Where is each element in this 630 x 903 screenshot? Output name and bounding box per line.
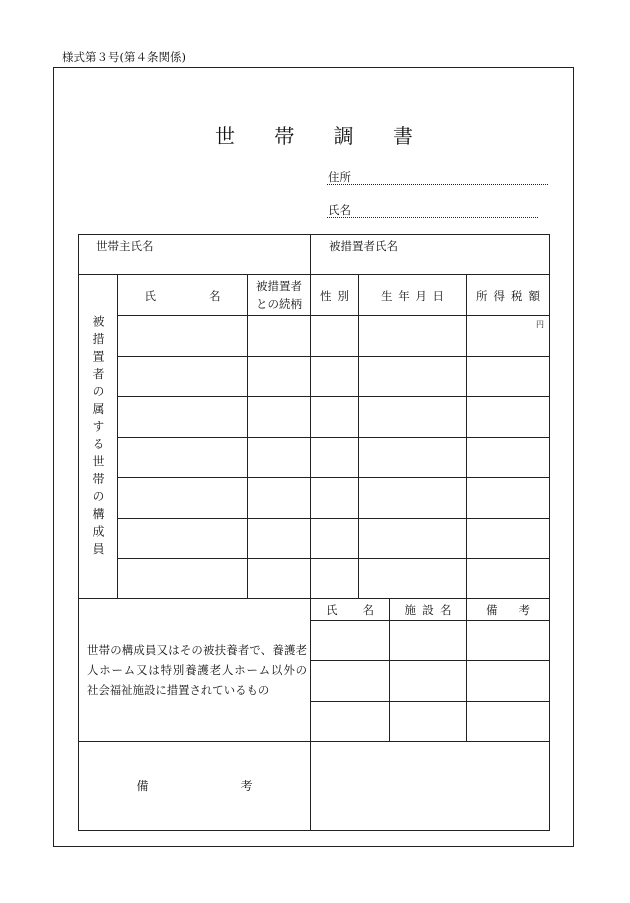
member-birth-date-cell bbox=[359, 438, 467, 478]
member-header-row bbox=[79, 275, 550, 316]
member-birth-date-header bbox=[359, 275, 467, 316]
form-number: 様式第３号(第４条関係) bbox=[62, 50, 186, 64]
member-relationship-cell bbox=[248, 397, 311, 438]
address-label: 住所 bbox=[328, 170, 351, 184]
institution-remarks-header bbox=[467, 599, 550, 621]
institution-header-row bbox=[79, 599, 550, 621]
member-name-cell bbox=[118, 397, 248, 438]
member-birth-date-cell bbox=[359, 316, 467, 357]
remarks-row bbox=[79, 742, 550, 831]
placed-person-cell bbox=[311, 235, 550, 275]
member-income-tax-cell bbox=[467, 519, 550, 559]
yen-unit: 円 bbox=[536, 320, 545, 329]
description-line: 人ホーム又は特別養護老人ホーム以外の bbox=[87, 663, 307, 677]
institution-name-header bbox=[311, 599, 390, 621]
member-sex-cell bbox=[311, 519, 359, 559]
member-relationship-header bbox=[248, 275, 311, 316]
member-name-cell bbox=[118, 316, 248, 357]
member-sex-header-label: 性別 bbox=[320, 288, 350, 303]
placed-person-name-label: 被措置者氏名 bbox=[329, 239, 399, 253]
member-sex-header bbox=[311, 275, 359, 316]
member-birth-date-cell bbox=[359, 559, 467, 599]
facility-name-header-label: 施設名 bbox=[404, 603, 452, 617]
member-name-cell bbox=[118, 559, 248, 599]
member-row bbox=[79, 397, 550, 438]
institution-person-name-cell bbox=[311, 661, 390, 702]
member-income-tax-cell bbox=[467, 438, 550, 478]
member-birth-date-cell bbox=[359, 357, 467, 397]
member-income-tax-cell bbox=[467, 559, 550, 599]
member-relationship-cell bbox=[248, 357, 311, 397]
member-row bbox=[79, 519, 550, 559]
head-of-household-label: 世帯主氏名 bbox=[96, 239, 154, 253]
institution-remarks-header-label: 備考 bbox=[486, 603, 531, 617]
household-survey-table bbox=[78, 234, 550, 831]
facility-name-cell bbox=[390, 702, 467, 742]
member-income-tax-cell bbox=[467, 478, 550, 519]
member-sex-cell bbox=[311, 397, 359, 438]
member-row bbox=[79, 357, 550, 397]
member-relationship-cell bbox=[248, 438, 311, 478]
member-sex-cell bbox=[311, 559, 359, 599]
member-income-tax-header-label: 所得税額 bbox=[476, 288, 541, 303]
names-row bbox=[79, 235, 550, 275]
member-relationship-cell bbox=[248, 316, 311, 357]
member-relationship-cell bbox=[248, 478, 311, 519]
member-sex-cell bbox=[311, 316, 359, 357]
member-name-cell bbox=[118, 357, 248, 397]
member-name-header-label: 氏名 bbox=[144, 288, 221, 303]
remarks-label-cell bbox=[79, 742, 311, 831]
member-birth-date-cell bbox=[359, 519, 467, 559]
member-relationship-cell bbox=[248, 559, 311, 599]
member-relationship-cell bbox=[248, 519, 311, 559]
institution-name-header-label: 氏名 bbox=[326, 603, 375, 617]
member-row bbox=[79, 478, 550, 519]
member-name-cell bbox=[118, 478, 248, 519]
member-birth-date-cell bbox=[359, 478, 467, 519]
member-sex-cell bbox=[311, 438, 359, 478]
description-line: 世帯の構成員又はその被扶養者で、養護老 bbox=[87, 643, 307, 657]
member-birth-date-header-label: 生年月日 bbox=[381, 288, 445, 303]
description-line: 社会福祉施設に措置されているもの bbox=[87, 683, 270, 697]
institution-remarks-cell bbox=[467, 621, 550, 661]
member-name-cell bbox=[118, 519, 248, 559]
relationship-header-line: との続柄 bbox=[256, 297, 303, 311]
institution-person-name-cell bbox=[311, 702, 390, 742]
facility-name-cell bbox=[390, 621, 467, 661]
facility-name-header bbox=[390, 599, 467, 621]
name-line bbox=[327, 204, 538, 218]
member-name-cell bbox=[118, 438, 248, 478]
institution-remarks-cell bbox=[467, 702, 550, 742]
facility-name-cell bbox=[390, 661, 467, 702]
institutionalized-description-cell bbox=[79, 599, 311, 742]
member-row bbox=[79, 316, 550, 357]
head-of-household-cell bbox=[79, 235, 311, 275]
member-section-label-cell bbox=[79, 275, 118, 599]
member-birth-date-cell bbox=[359, 397, 467, 438]
member-income-tax-cell bbox=[467, 316, 550, 357]
member-income-tax-cell bbox=[467, 397, 550, 438]
member-name-header bbox=[118, 275, 248, 316]
member-row bbox=[79, 438, 550, 478]
institution-person-name-cell bbox=[311, 621, 390, 661]
member-sex-cell bbox=[311, 357, 359, 397]
address-line bbox=[327, 171, 548, 185]
member-sex-cell bbox=[311, 478, 359, 519]
member-income-tax-cell bbox=[467, 357, 550, 397]
member-row bbox=[79, 559, 550, 599]
member-section-label: 被措置者の属する世帯の構成員 bbox=[91, 315, 105, 560]
member-income-tax-header bbox=[467, 275, 550, 316]
remarks-content-cell bbox=[311, 742, 550, 831]
remarks-label: 備考 bbox=[136, 779, 253, 794]
institution-remarks-cell bbox=[467, 661, 550, 702]
relationship-header-line: 被措置者 bbox=[256, 279, 303, 293]
name-label: 氏名 bbox=[328, 203, 351, 217]
form-title: 世帯調書 bbox=[215, 124, 413, 148]
